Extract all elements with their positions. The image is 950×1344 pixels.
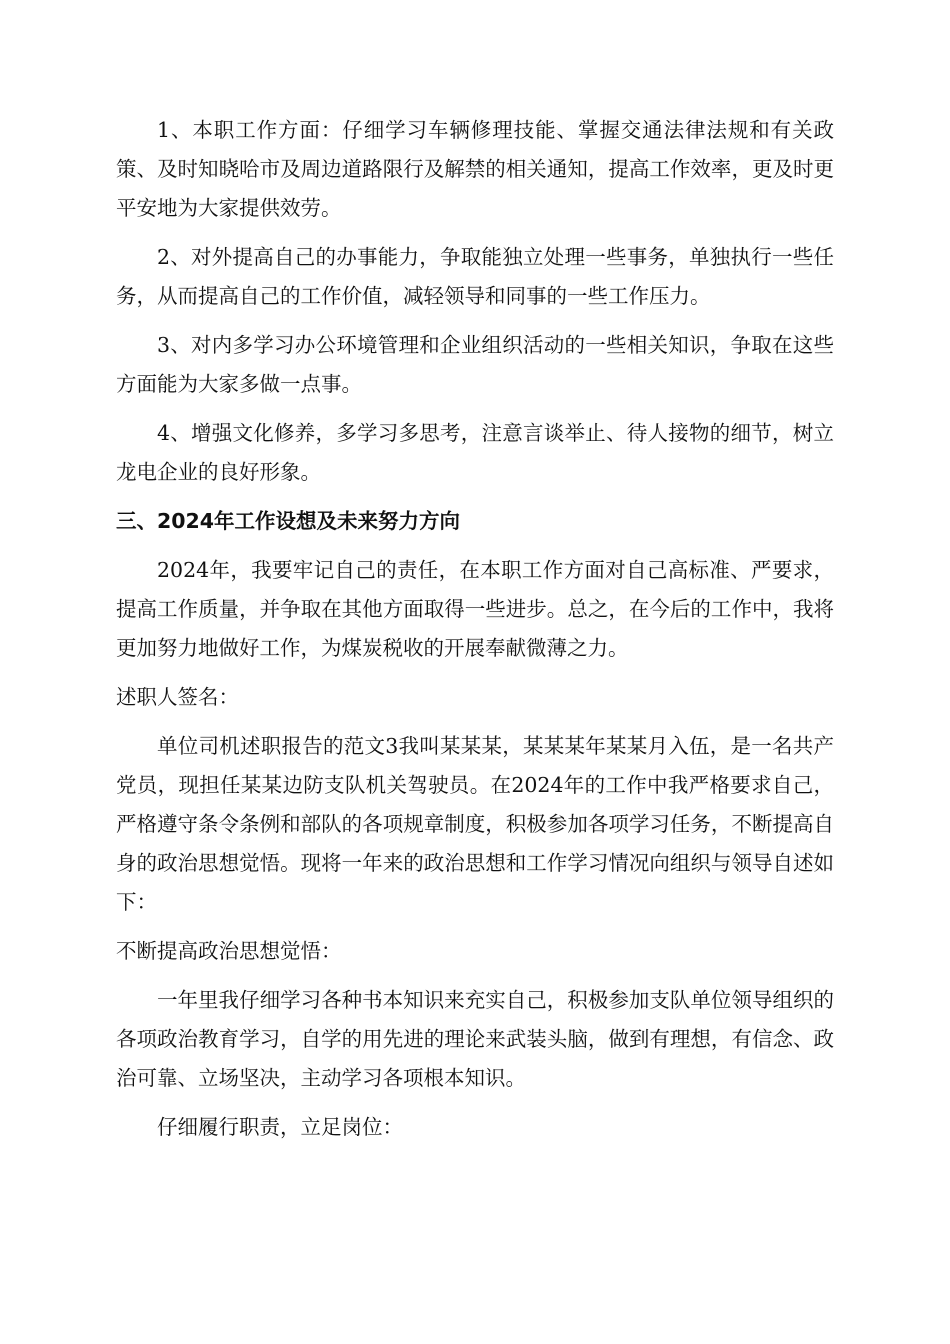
paragraph-2024-goals: 2024年，我要牢记自己的责任，在本职工作方面对自己高标准、严要求，提高工作质量，并争取在其他方面取得一些进步。总之，在今后的工作中，我将更加努力地做好工作，为煤炭税收的开展奉献微薄之力。 — [116, 558, 834, 660]
subheading-fulfill-duties: 仔细履行职责，立足岗位： — [157, 1115, 403, 1139]
signature-label: 述职人签名： — [116, 685, 239, 709]
document-page — [116, 111, 834, 1157]
paragraph-work-duty: 1、本职工作方面：仔细学习车辆修理技能、掌握交通法律法规和有关政策、及时知晓哈市及周边道路限行及解禁的相关通知，提高工作效率，更及时更平安地为大家提供效劳。 — [116, 118, 834, 220]
paragraph-driver-report-intro: 单位司机述职报告的范文3我叫某某某，某某某年某某月入伍，是一名共产党员，现担任某某边防支队机关驾驶员。在2024年的工作中我严格要求自己，严格遵守条令条例和部队的各项规章制度，积极参加各项学习任务，不断提高自身的政治思想觉悟。现将一年来的政治思想和工作学习情况向组织与领导自述如下： — [116, 734, 834, 914]
paragraph-internal-learning: 3、对内多学习办公环境管理和企业组织活动的一些相关知识，争取在这些方面能为大家多做一点事。 — [116, 333, 834, 396]
paragraph-cultural-cultivation: 4、增强文化修养，多学习多思考，注意言谈举止、待人接物的细节，树立龙电企业的良好形象。 — [116, 421, 834, 484]
paragraph-external-ability: 2、对外提高自己的办事能力，争取能独立处理一些事务，单独执行一些任务，从而提高自己的工作价值，减轻领导和同事的一些工作压力。 — [116, 245, 834, 308]
paragraph-political-study: 一年里我仔细学习各种书本知识来充实自己，积极参加支队单位领导组织的各项政治教育学习，自学的用先进的理论来武装头脑，做到有理想，有信念、政治可靠、立场坚决，主动学习各项根本知识。 — [116, 988, 834, 1090]
subheading-political-awareness: 不断提高政治思想觉悟： — [116, 939, 342, 963]
section-heading-2024-plan: 三、2024年工作设想及未来努力方向 — [116, 509, 461, 533]
